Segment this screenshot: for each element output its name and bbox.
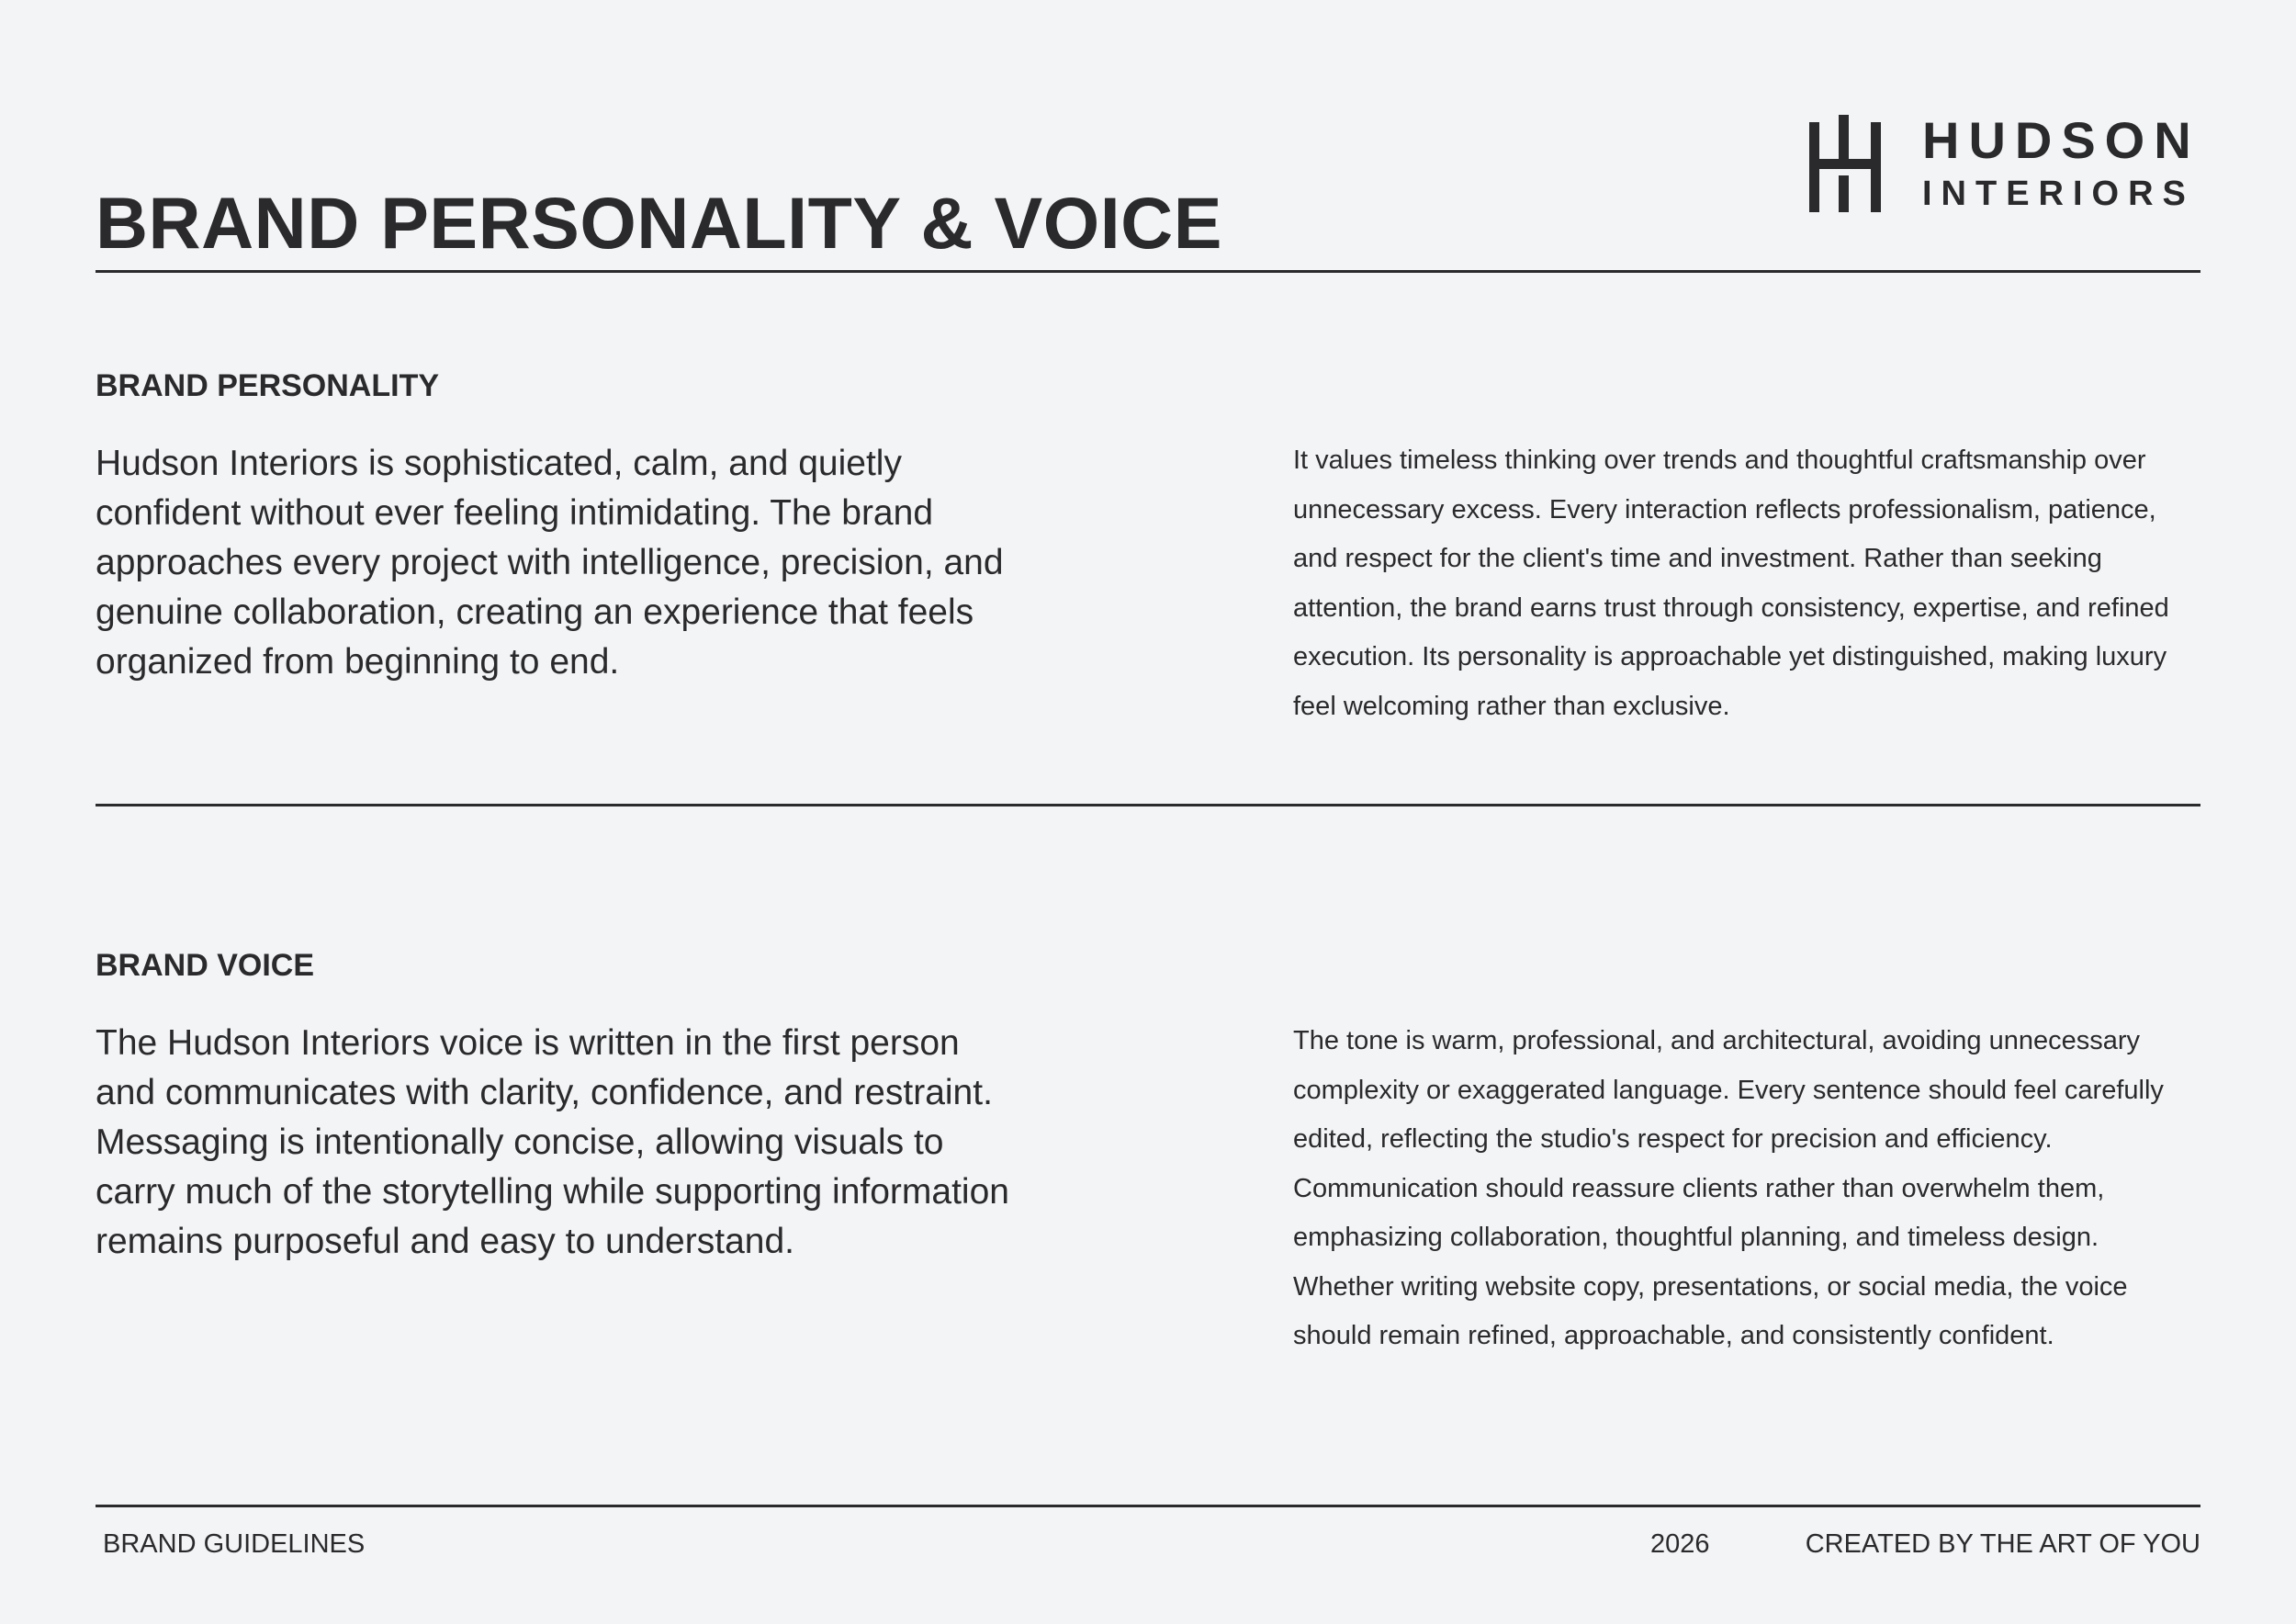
section-heading-voice: BRAND VOICE — [96, 948, 315, 984]
personality-lead-text: Hudson Interiors is sophisticated, calm, and quietly confident without ever feeling intimidating. The brand approaches every project with intelligence, precision, and genuine collaboration, creating an experience that feels organized from beginning to end. — [96, 444, 1004, 682]
header-divider — [96, 270, 2200, 273]
voice-body-text: The tone is warm, professional, and architectural, avoiding unnecessary complexity or exaggerated language. Every sentence should feel carefully edited, reflecting the studio's respect for precision and efficiency. Communication should reassure clients rather than overwhelm them, emphasizing collaboration, thoughtful planning, and timeless design. Whether writing website copy, presentations, or social media, the voice should remain refined, approachable, and consistently confident. — [1293, 1026, 2164, 1350]
hudson-h-monogram-icon — [1809, 115, 1883, 212]
section-divider — [96, 804, 2200, 806]
logo-name-line2: INTERIORS — [1922, 175, 2195, 213]
footer-document-label: BRAND GUIDELINES — [103, 1529, 366, 1559]
voice-lead-text: The Hudson Interiors voice is written in the first person and communicates with clarity, confidence, and restraint. Messaging is intentionally concise, allowing visuals to carry much of the storytelling while supporting information remains purposeful and easy to understand. — [96, 1023, 1009, 1261]
footer-divider — [96, 1505, 2200, 1507]
footer-credit: CREATED BY THE ART OF YOU — [1805, 1529, 2200, 1559]
footer-year: 2026 — [1650, 1529, 1710, 1559]
page-title: BRAND PERSONALITY & VOICE — [96, 181, 1222, 264]
logo-name-line1: HUDSON — [1922, 111, 2200, 169]
personality-body-text: It values timeless thinking over trends and thoughtful craftsmanship over unnecessary excess. Every interaction reflects professionalism, patience, and respect for the client's time and investment. Rather than seeking attention, the brand earns trust through consistency, expertise, and refined execution. Its personality is approachable yet distinguished, making luxury feel welcoming rather than exclusive. — [1293, 445, 2169, 721]
brand-logo — [1809, 111, 2200, 213]
section-heading-personality: BRAND PERSONALITY — [96, 368, 440, 404]
